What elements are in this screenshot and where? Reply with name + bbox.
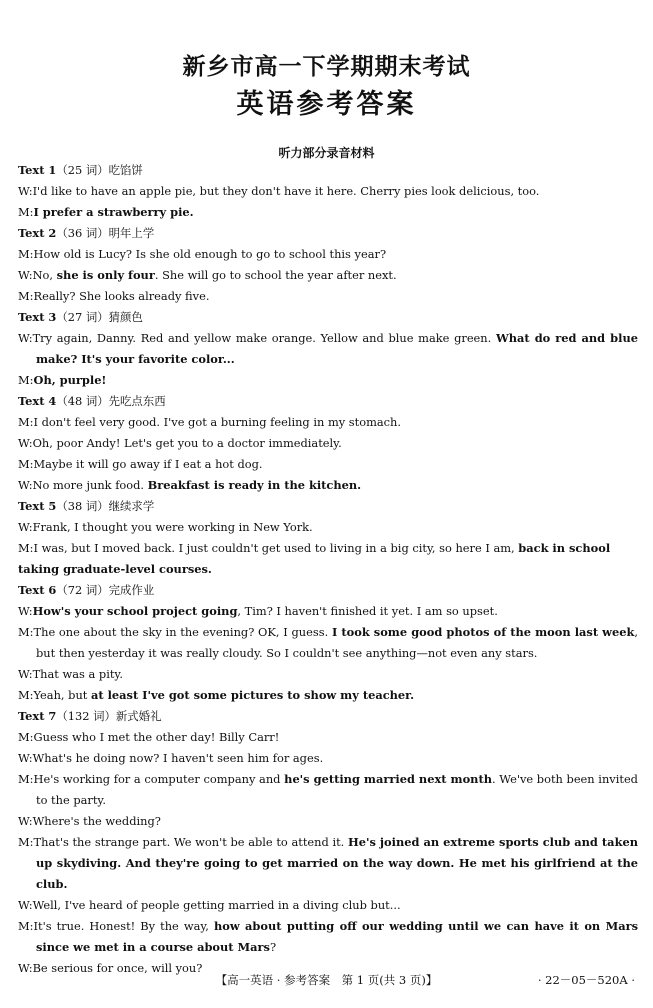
dialogue-text: No more junk food. [32,478,148,492]
dialogue-text: That's the strange part. We won't be able to attend it. [33,835,348,849]
dialogue-text: Guess who I met the other day! Billy Carr! [33,730,280,744]
speaker-label: M [18,247,30,261]
dialogue-text: He's working for a computer company and [33,772,285,786]
dialogue-line: M:That's the strange part. We won't be able to attend it. He's joined an extreme sports club and taken up skydiving. And they're going to get married on the way down. He met his girlfriend at the club. [18,835,638,891]
dialogue-text: What's he doing now? I haven't seen him for ages. [32,751,324,765]
text-label: Text 1 [18,163,57,177]
speaker-label: W [18,436,29,450]
dialogue-line: M:It's true. Honest! By the way, how about putting off our wedding until we can have it on Mars since we met in a course about Mars? [18,919,638,954]
dialogue-text: , Tim? I haven't finished it yet. I am so upset. [237,604,498,618]
dialogue-line: W:How's your school project going, Tim? I haven't finished it yet. I am so upset. [18,604,498,618]
dialogue-text: Where's the wedding? [32,814,161,828]
dialogue-line: M:Really? She looks already five. [18,289,210,303]
dialogue-text: Try again, Danny. Red and yellow make orange. Yellow and blue make green. [32,331,496,345]
text-meta: （36 词）明年上学 [56,226,155,240]
speaker-label: W [18,478,29,492]
dialogue-line: W:I'd like to have an apple pie, but they don't have it here. Cherry pies look delicious, too. [18,184,540,198]
exam-title: 新乡市高一下学期期末考试 [182,53,471,80]
speaker-label: W [18,961,29,975]
text-label: Text 7 [18,709,57,723]
dialogue-text: Well, I've heard of people getting married in a diving club but... [32,898,401,912]
answer-highlight: back in school taking graduate-level courses. [18,541,611,576]
text-heading [18,160,638,181]
dialogue-line: M:I don't feel very good. I've got a burning feeling in my stomach. [18,415,402,429]
dialogue-text: Be serious for once, will you? [32,961,203,975]
dialogue-text: How old is Lucy? Is she old enough to go to school this year? [33,247,387,261]
text-label: Text 5 [18,499,57,513]
footer-page-info: 【高一英语 · 参考答案 第 1 页(共 3 页)】 [215,973,438,987]
dialogue-text: , but then yesterday it was really cloudy. So I couldn't see anything—not even any stars. [36,625,638,660]
dialogue-line: W:What's he doing now? I haven't seen him for ages. [18,751,324,765]
dialogue-line: M:Oh, purple! [18,373,107,387]
text-meta: （48 词）先吃点东西 [56,394,166,408]
dialogue-text: I don't feel very good. I've got a burning feeling in my stomach. [33,415,402,429]
dialogue-text: Frank, I thought you were working in New York. [32,520,313,534]
dialogue-text: Yeah, but [33,688,91,702]
speaker-label: W [18,520,29,534]
speaker-label: W [18,268,29,282]
answer-highlight: I took some good photos of the moon last week [331,625,635,639]
page-footer [0,972,653,992]
footer-code: · 22－05－520A · [537,973,635,987]
text-heading [18,580,638,601]
dialogue-text: That was a pity. [32,667,123,681]
text-heading [18,307,638,328]
dialogue-text: . We've both been invited to the party. [36,772,638,807]
dialogue-line: M:The one about the sky in the evening? OK, I guess. I took some good photos of the moon last week, but then yesterday it was really cloudy. So I couldn't see anything—not even any stars. [18,625,638,660]
speaker-label: M [18,541,30,555]
answer-highlight: He's joined an extreme sports club and taken up skydiving. And they're going to get married on the way down. He met his girlfriend at the club. [36,835,638,891]
text-heading [18,391,638,412]
dialogue-line: M:Guess who I met the other day! Billy Carr! [18,730,280,744]
speaker-label: M [18,730,30,744]
dialogue-line: M:I prefer a strawberry pie. [18,205,194,219]
answer-highlight: Breakfast is ready in the kitchen. [147,478,362,492]
dialogue-text: Oh, poor Andy! Let's get you to a doctor immediately. [32,436,342,450]
text-meta: （38 词）继续求学 [56,499,155,513]
dialogue-text: No, [32,268,57,282]
dialogue-line: M:Yeah, but at least I've got some pictures to show my teacher. [18,688,415,702]
answer-highlight: How's your school project going [32,604,238,618]
transcript-body [18,160,638,979]
dialogue-text: I was, but I moved back. I just couldn't get used to living in a big city, so here I am, [33,541,519,555]
text-label: Text 6 [18,583,57,597]
answer-highlight: What do red and blue make? It's your favorite color... [36,331,638,366]
dialogue-text: I'd like to have an apple pie, but they don't have it here. Cherry pies look delicious, too. [32,184,540,198]
speaker-label: M [18,625,30,639]
answer-highlight: how about putting off our wedding until we can have it on Mars since we met in a course about Mars [36,919,638,954]
speaker-label: M [18,688,30,702]
dialogue-line: W:Try again, Danny. Red and yellow make orange. Yellow and blue make green. What do red and blue make? It's your favorite color... [18,331,638,366]
dialogue-line: M:I was, but I moved back. I just couldn't get used to living in a big city, so here I am, back in school taking graduate-level courses. [18,541,611,576]
speaker-label: M [18,457,30,471]
speaker-label: M [18,772,30,786]
speaker-label: W [18,814,29,828]
speaker-label: W [18,331,29,345]
text-label: Text 4 [18,394,57,408]
speaker-label: W [18,751,29,765]
speaker-label: M [18,289,30,303]
speaker-label: W [18,898,29,912]
dialogue-line: M:Maybe it will go away if I eat a hot dog. [18,457,263,471]
text-meta: （72 词）完成作业 [56,583,155,597]
dialogue-line: W:That was a pity. [18,667,123,681]
dialogue-line: W:Be serious for once, will you? [18,961,203,975]
text-heading [18,223,638,244]
text-heading [18,706,638,727]
dialogue-line: M:How old is Lucy? Is she old enough to go to school this year? [18,247,387,261]
dialogue-line: W:Well, I've heard of people getting married in a diving club but... [18,898,401,912]
section-heading: 听力部分录音材料 [278,146,375,160]
speaker-label: M [18,415,30,429]
dialogue-text: The one about the sky in the evening? OK, I guess. [33,625,332,639]
speaker-label: M [18,373,30,387]
text-meta: （25 词）吃馅饼 [56,163,143,177]
answer-key-title: 英语参考答案 [236,89,417,120]
dialogue-line: W:Oh, poor Andy! Let's get you to a doctor immediately. [18,436,342,450]
dialogue-line: M:He's working for a computer company and he's getting married next month. We've both been invited to the party. [18,772,638,807]
text-meta: （27 词）猜颜色 [56,310,143,324]
answer-highlight: he's getting married next month [284,772,492,786]
answer-highlight: Oh, purple! [33,373,107,387]
dialogue-text: Maybe it will go away if I eat a hot dog. [33,457,263,471]
speaker-label: W [18,604,29,618]
speaker-label: M [18,919,30,933]
text-heading [18,496,638,517]
speaker-label: W [18,184,29,198]
answer-highlight: I prefer a strawberry pie. [33,205,194,219]
dialogue-text: ? [269,940,277,954]
speaker-label: M [18,205,30,219]
dialogue-line: W:Where's the wedding? [18,814,161,828]
speaker-label: M [18,835,30,849]
text-label: Text 2 [18,226,57,240]
dialogue-text: . She will go to school the year after next. [154,268,397,282]
dialogue-line: W:No more junk food. Breakfast is ready in the kitchen. [18,478,362,492]
text-label: Text 3 [18,310,57,324]
text-meta: （132 词）新式婚礼 [56,709,162,723]
dialogue-text: It's true. Honest! By the way, [33,919,214,933]
speaker-label: W [18,667,29,681]
answer-highlight: she is only four [56,268,155,282]
dialogue-line: W:No, she is only four. She will go to school the year after next. [18,268,397,282]
answer-highlight: at least I've got some pictures to show my teacher. [90,688,415,702]
dialogue-text: Really? She looks already five. [33,289,210,303]
dialogue-line: W:Frank, I thought you were working in New York. [18,520,313,534]
